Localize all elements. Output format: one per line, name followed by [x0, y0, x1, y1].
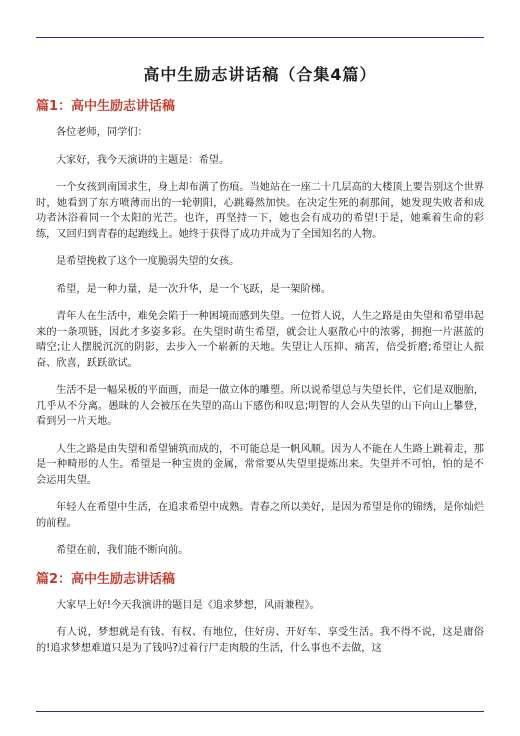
section-1 [36, 98, 484, 559]
header-rule [36, 37, 484, 38]
paragraph: 青年人在生活中，难免会陷于一种困境而感到失望。一位哲人说，人生之路是由失望和希望串起来的一条项链，因此才多姿多彩。在失望时萌生希望，就会让人驱散心中的浓雾，拥抱一片湛蓝的晴空;让人摆脱沉沉的阴影，去步入一个崭新的天地。失望让人压抑、痛苦，倍受折磨;希望让人振奋、欣喜，跃跃欲试。 [36, 311, 484, 369]
paragraph: 是希望挽救了这个一度脆弱失望的女孩。 [56, 256, 240, 267]
paragraph: 一个女孩到南国求生，身上却布满了伤痕。当她站在一座二十几层高的大楼顶上要告别这个世界时，她看到了东方喷薄而出的一轮朝阳，心跳蓦然加快。在决定生死的刹那间，她发现失败者和成功者沐浴着同一个太阳的光芒。也许，再坚持一下，她也会有成功的希望!于是，她乘着生命的彩练，又回归到青春的起跑线上。她终于获得了成功并成为了全国知名的人物。 [36, 182, 484, 240]
paragraph: 大家好，我今天演讲的主题是：希望。 [56, 154, 230, 166]
footer-rule [36, 711, 484, 712]
paragraph: 大家早上好!今天我演讲的题目是《追求梦想，风雨兼程》。 [56, 599, 320, 611]
paragraph: 年轻人在希望中生活，在追求希望中成熟。青春之所以美好，是因为希望是你的锦绣，是你灿烂的前程。 [36, 502, 484, 529]
document-body [36, 64, 484, 668]
paragraph: 人生之路是由失望和希望铺筑而成的，不可能总是一帆风顺。因为人不能在人生路上跳着走，那是一种畸形的人生。希望是一种宝贵的金属，常常要从失望里提炼出来。失望并不可怕，怕的是不会运用失望。 [36, 443, 484, 486]
paragraph: 各位老师，同学们： [56, 127, 148, 138]
paragraph: 生活不是一幅呆板的平面画，而是一做立体的雕塑。所以说希望总与失望长伴，它们是双胞胎，几乎从不分离。愚昧的人会被压在失望的高山下感伤和叹息;明智的人会从失望的山下向山上攀登，看到另一片天地。 [36, 385, 484, 427]
section-2 [36, 571, 484, 657]
document-title: 高中生励志讲话稿（合集4篇） [143, 65, 377, 84]
paragraph: 希望，是一种力量，是一次升华，是一个飞跃，是一架阶梯。 [56, 283, 332, 295]
paragraph: 有人说，梦想就是有钱、有权、有地位，住好房、开好车、享受生活。我不得不说，这是庸俗的!追求梦想难道只是为了钱吗?过着行尸走肉般的生活，什么事也不去做，这 [36, 627, 484, 654]
paragraph: 希望在前，我们能不断向前。 [56, 545, 189, 556]
section-heading: 篇2：高中生励志讲话稿 [36, 571, 176, 587]
section-heading: 篇1：高中生励志讲话稿 [36, 99, 176, 114]
